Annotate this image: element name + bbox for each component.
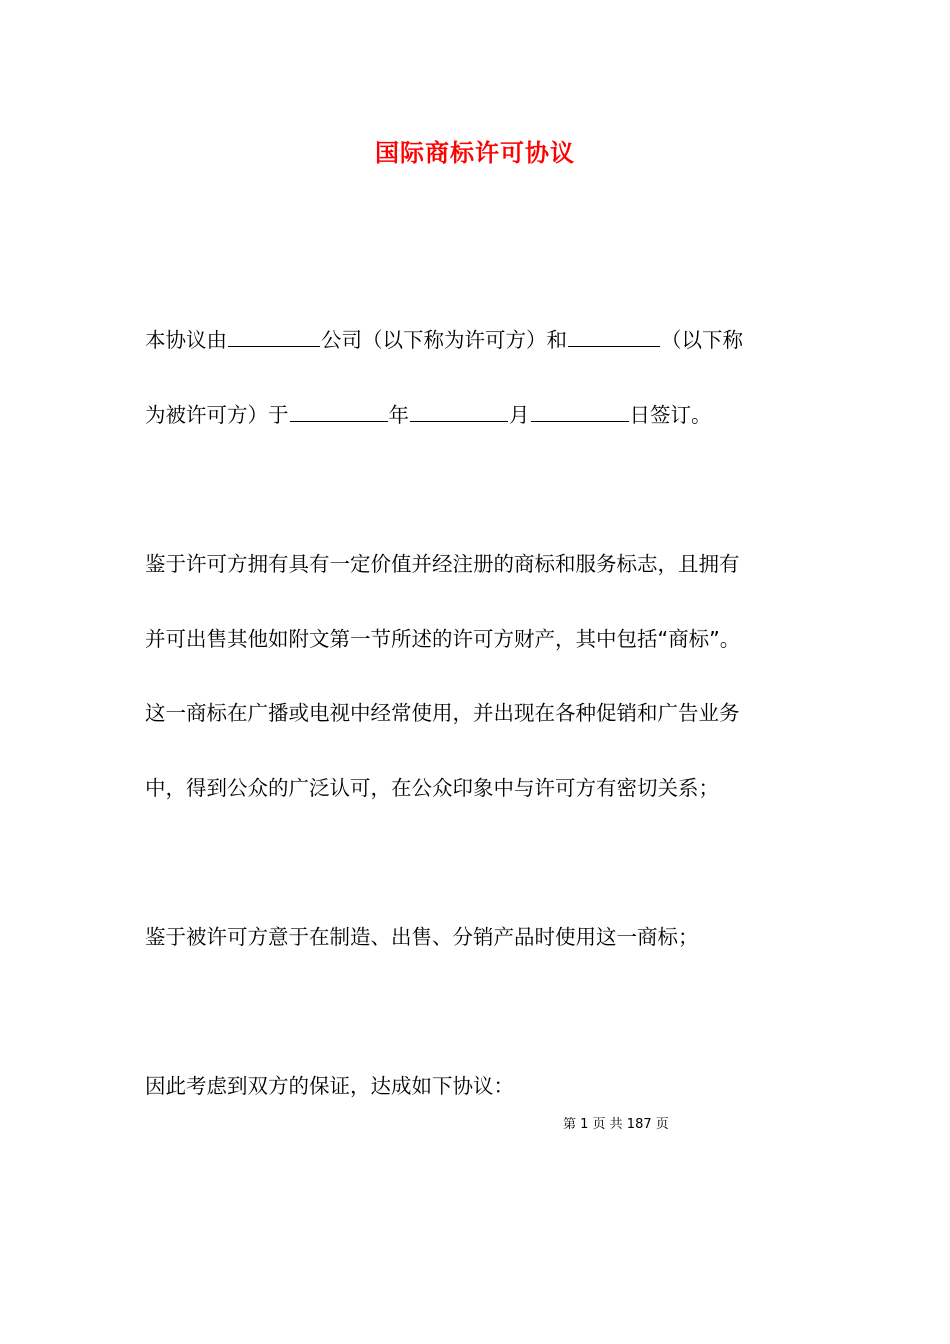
intro-text: 年	[388, 403, 409, 427]
blank-year	[290, 401, 388, 422]
whereas-1-line-2: 并可出售其他如附文第一节所述的许可方财产，其中包括“商标”。	[145, 627, 741, 651]
whereas-1-line-3: 这一商标在广播或电视中经常使用，并出现在各种促销和广告业务	[145, 701, 740, 725]
whereas-1-line-4: 中，得到公众的广泛认可，在公众印象中与许可方有密切关系；	[145, 776, 719, 800]
intro-text: 为被许可方）于	[145, 403, 289, 427]
intro-text: 月	[509, 403, 530, 427]
intro-line-1	[145, 326, 825, 354]
intro-text: 本协议由	[145, 328, 227, 352]
intro-text: 日签订。	[629, 403, 712, 427]
conclusion: 因此考虑到双方的保证，达成如下协议：	[145, 1074, 514, 1098]
whereas-2: 鉴于被许可方意于在制造、出售、分销产品时使用这一商标；	[145, 925, 699, 949]
blank-month	[410, 401, 508, 422]
intro-text: 公司（以下称为许可方）和	[321, 328, 567, 352]
blank-day	[531, 401, 629, 422]
intro-text: （以下称	[661, 328, 743, 352]
blank-licensee-name	[568, 326, 660, 347]
blank-licensor-name	[228, 326, 320, 347]
page-footer: 第 1 页 共 187 页	[563, 1117, 669, 1132]
intro-line-2	[145, 401, 825, 429]
document-title: 国际商标许可协议	[375, 139, 575, 167]
whereas-1-line-1: 鉴于许可方拥有具有一定价值并经注册的商标和服务标志，且拥有	[145, 552, 740, 576]
